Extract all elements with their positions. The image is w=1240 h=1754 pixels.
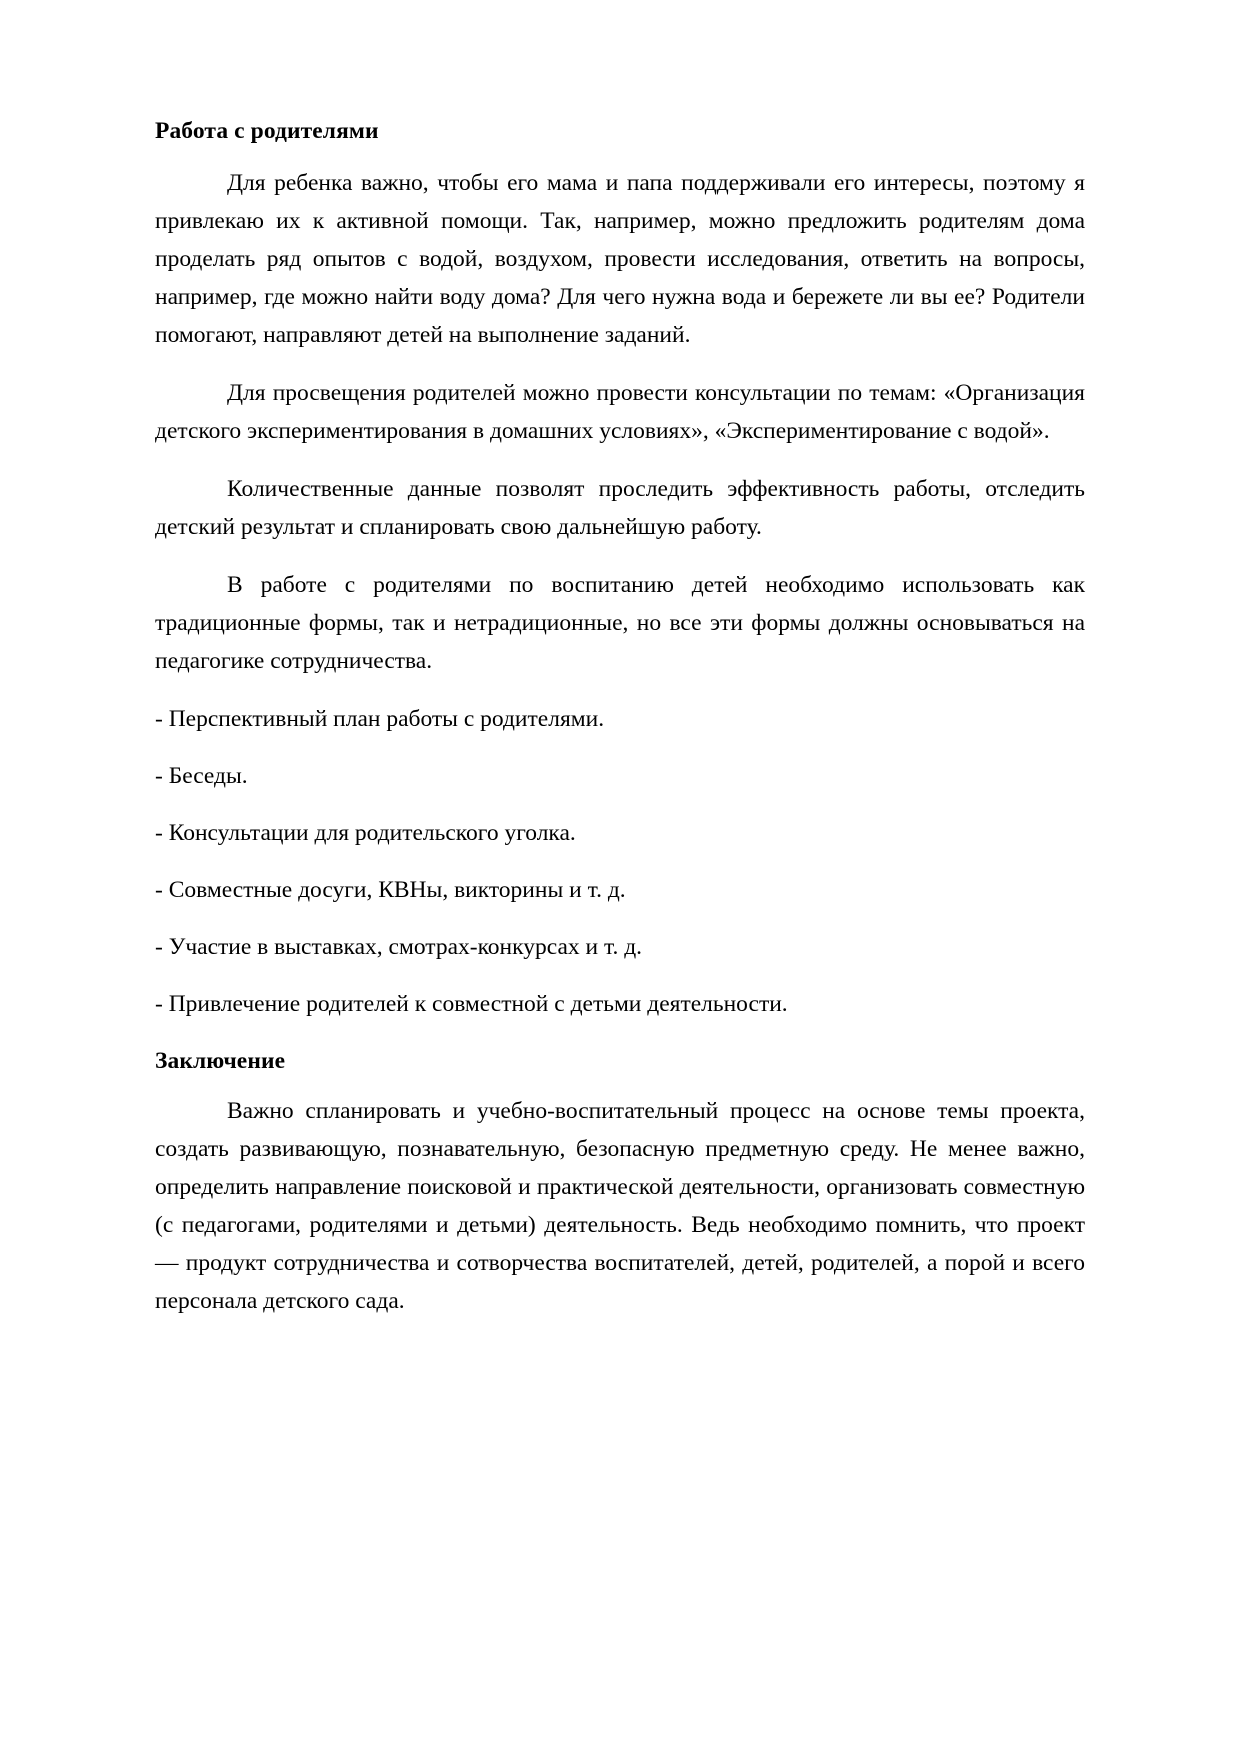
section-heading-conclusion: Заключение — [155, 1048, 286, 1074]
paragraph-parents-importance: Для ребенка важно, чтобы его мама и папа поддерживали его интересы, поэтому я привлекаю их к активной помощи. Так, например, можно предложить родителям дома проделать ряд опытов с водой, воздухом, провести исследования, ответить на вопросы, например, где можно найти воду дома? Для чего нужна вода и бережете ли вы ее? Родители помогают, направляют детей на выполнение заданий. — [155, 170, 1085, 348]
section-heading-parents-work: Работа с родителями — [155, 118, 379, 144]
list-item: - Привлечение родителей к совместной с детьми деятельности. — [155, 991, 788, 1017]
document-body — [155, 112, 1085, 1320]
list-item: - Беседы. — [155, 763, 248, 789]
paragraph-quantitative-data: Количественные данные позволят проследить эффективность работы, отследить детский результат и спланировать свою дальнейшую работу. — [155, 476, 1085, 540]
list-item: - Перспективный план работы с родителями. — [155, 706, 605, 732]
paragraph-conclusion-body: Важно спланировать и учебно-воспитательный процесс на основе темы проекта, создать развивающую, познавательную, безопасную предметную среду. Не менее важно, определить направление поисковой и практической деятельности, организовать совместную (с педагогами, родителями и детьми) деятельность. Ведь необходимо помнить, что проект — продукт сотрудничества и сотворчества воспитателей, детей, родителей, а порой и всего персонала детского сада. — [155, 1098, 1085, 1314]
list-item: - Совместные досуги, КВНы, викторины и т. д. — [155, 877, 626, 903]
paragraph-parent-education-consultations: Для просвещения родителей можно провести консультации по темам: «Организация детского экспериментирования в домашних условиях», «Экспериментирование с водой». — [155, 380, 1085, 444]
list-item: - Консультации для родительского уголка. — [155, 820, 576, 846]
forms-of-work-list — [155, 700, 1085, 1023]
paragraph-forms-of-work: В работе с родителями по воспитанию детей необходимо использовать как традиционные формы, так и нетрадиционные, но все эти формы должны основываться на педагогике сотрудничества. — [155, 572, 1085, 674]
list-item: - Участие в выставках, смотрах-конкурсах и т. д. — [155, 934, 643, 960]
